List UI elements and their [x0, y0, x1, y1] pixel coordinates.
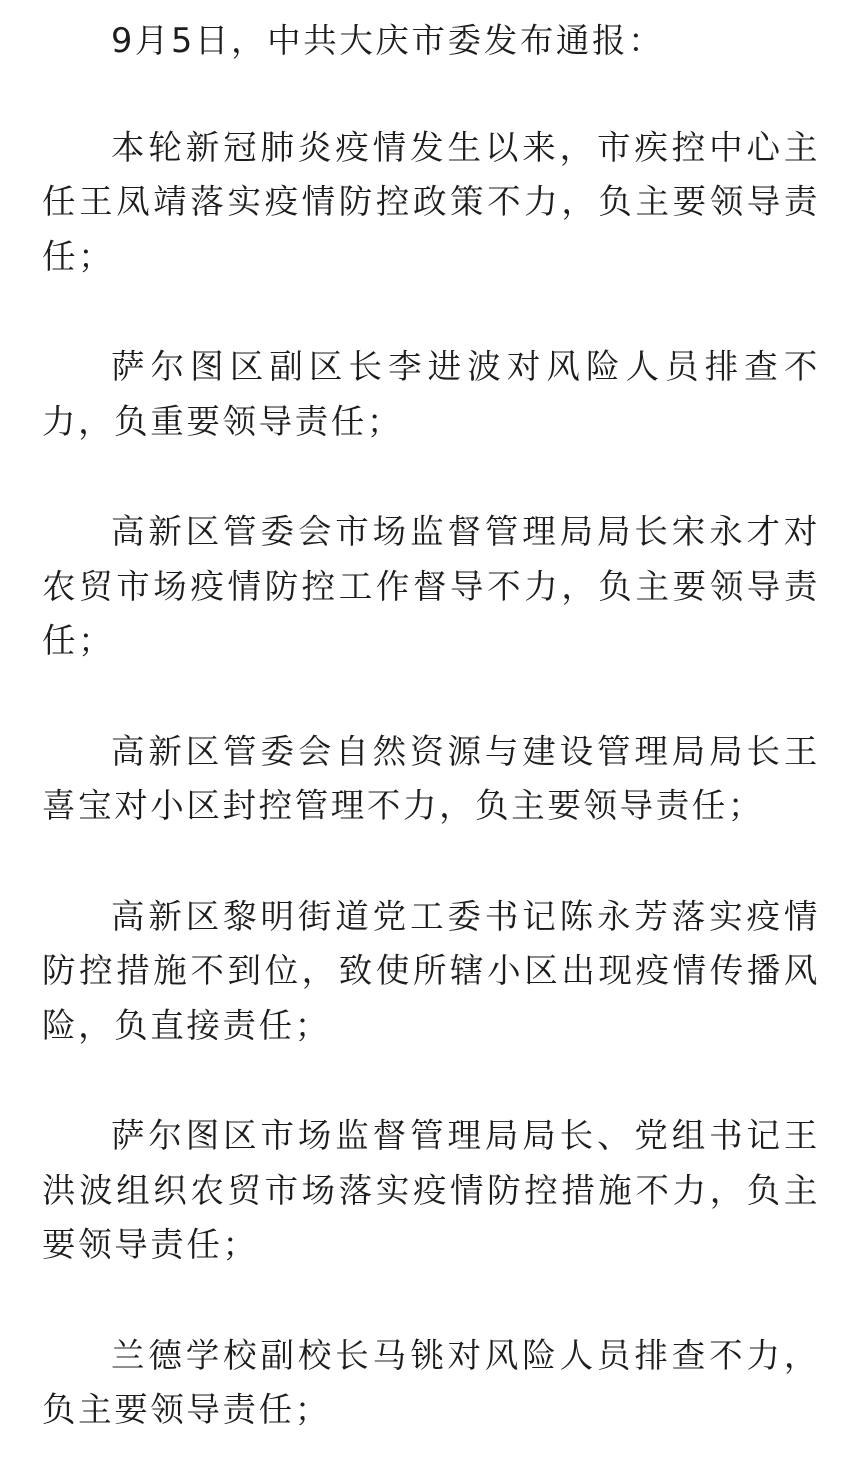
paragraph-wang-hongbo: 萨尔图区市场监督管理局局长、党组书记王洪波组织农贸市场落实疫情防控措施不力，负主要领导责任；: [42, 1116, 820, 1264]
paragraph-ma-yao: 兰德学校副校长马铫对风险人员排查不力，负主要领导责任；: [42, 1335, 820, 1429]
paragraph-wang-fengjing: 本轮新冠肺炎疫情发生以来，市疾控中心主任王凤靖落实疫情防控政策不力，负主要领导责任；: [42, 127, 820, 276]
paragraph-chen-yongfang: 高新区黎明街道党工委书记陈永芳落实疫情防控措施不到位，致使所辖小区出现疫情传播风险，负直接责任；: [42, 896, 820, 1045]
intro-paragraph: 9月5日，中共大庆市委发布通报：: [111, 21, 665, 60]
paragraph-song-yongcai: 高新区管委会市场监督管理局局长宋永才对农贸市场疫情防控工作督导不力，负主要领导责任；: [42, 512, 820, 660]
paragraph-li-jinbo: 萨尔图区副区长李进波对风险人员排查不力，负重要领导责任；: [42, 347, 820, 441]
paragraph-wang-xibao: 高新区管委会自然资源与建设管理局局长王喜宝对小区封控管理不力，负主要领导责任；: [42, 731, 820, 825]
